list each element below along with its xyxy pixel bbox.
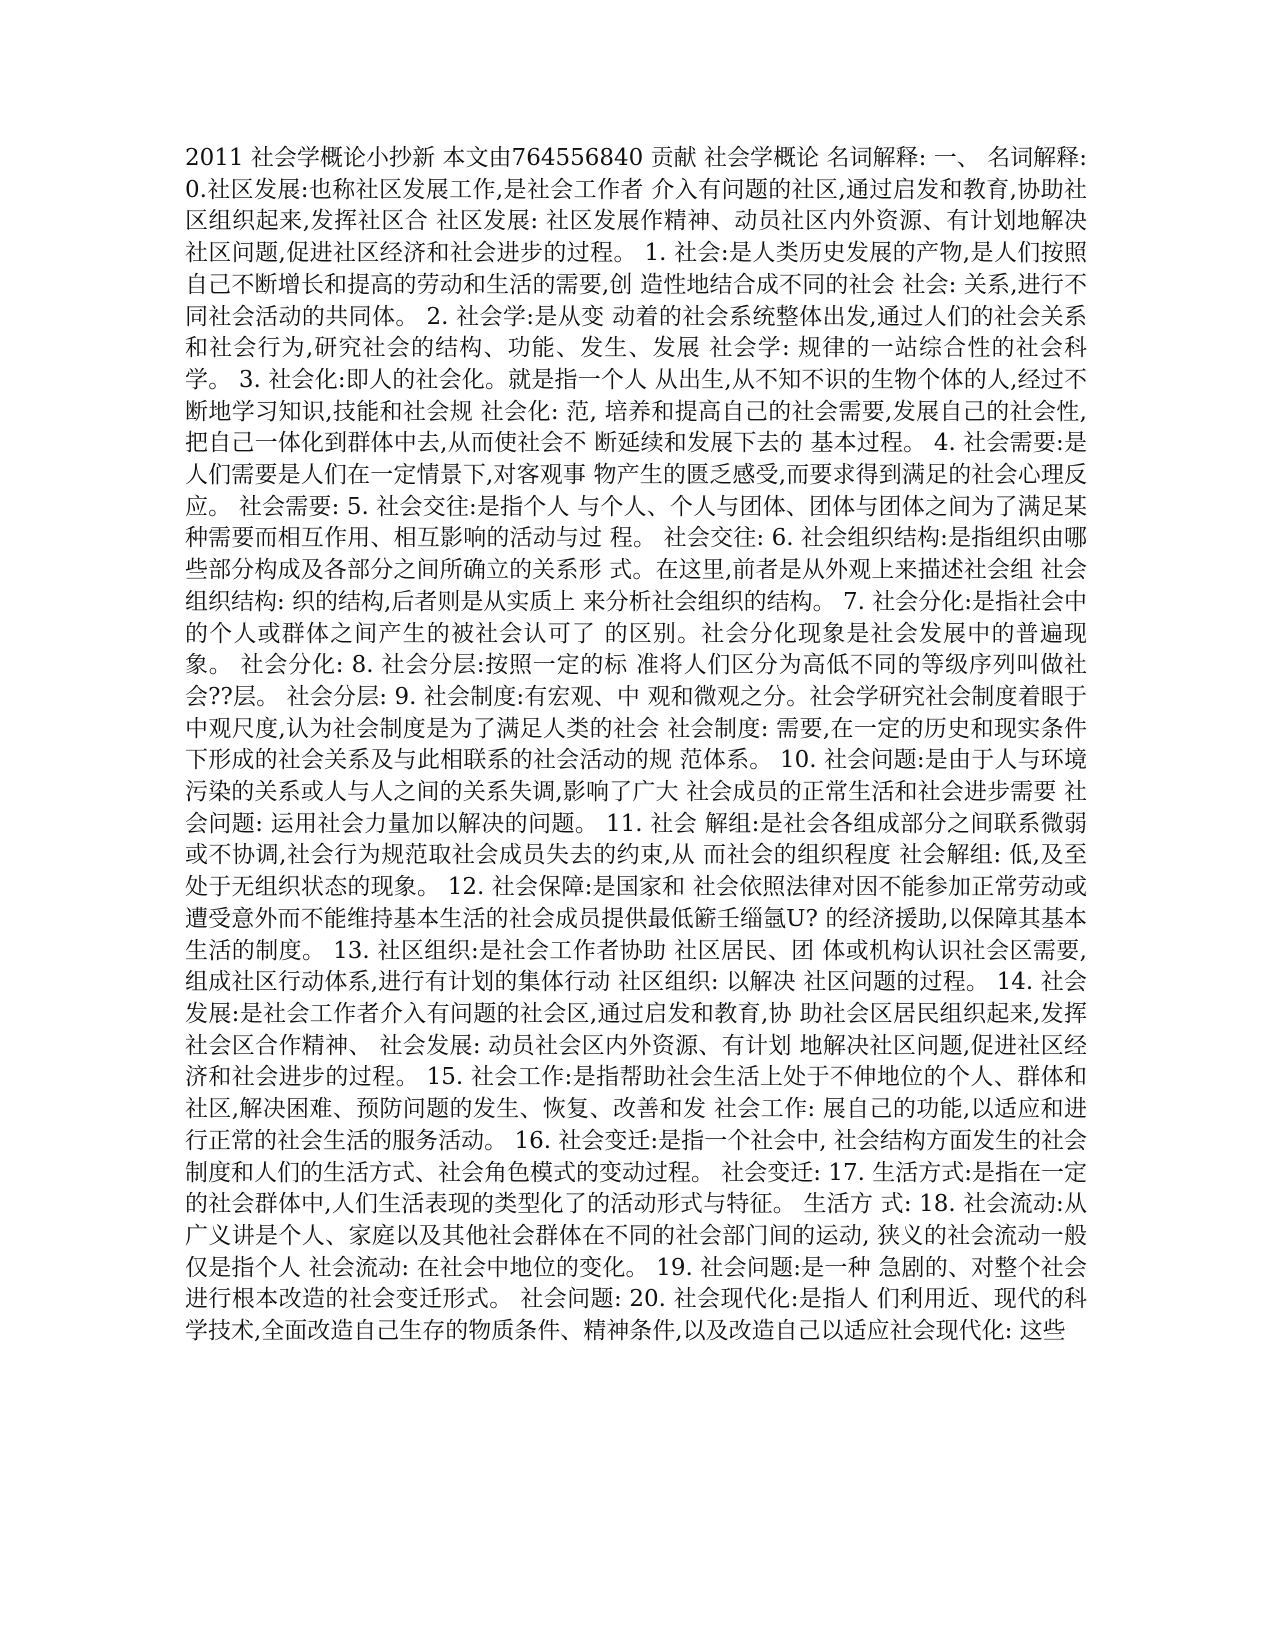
body-text: 2011 社会学概论小抄新 本文由764556840 贡献 社会学概论 名词解释: 一、 名词解释: 0.社区发展:也称社区发展工作,是社会工作者 介入有问题的社区,通过启发和教育,协助社区组织起来,发挥社区合 社区发展: 社区发展作精神、动员社区内外资源、有计划地解决社区问题,促进社区经济和社会进步的过程。 1. 社会:是人类历史发展的产物,是人们按照自己不断增长和提高的劳动和生活的需要,创 造性地结合成不同的社会 社会: 关系,进行不同社会活动的共同体。 2. 社会学:是从变 动着的社会系统整体出发,通过人们的社会关系和社会行为,研究社会的结构、功能、发生、发展 社会学: 规律的一站综合性的社会科学。 3. 社会化:即人的社会化。就是指一个人 从出生,从不知不识的生物个体的人,经过不断地学习知识,技能和社会规 社会化: 范, 培养和提高自己的社会需要,发展自己的社会性,把自己一体化到群体中去,从而使社会不 断延续和发展下去的 基本过程。 4. 社会需要:是人们需要是人们在一定情景下,对客观事 物产生的匮乏感受,而要求得到满足的社会心理反应。 社会需要: 5. 社会交往:是指个人 与个人、个人与团体、团体与团体之间为了满足某种需要而相互作用、相互影响的活动与过 程。 社会交往: 6. 社会组织结构:是指组织由哪些部分构成及各部分之间所确立的关系形 式。在这里,前者是从外观上来描述社会组 社会组织结构: 织的结构,后者则是从实质上 来分析社会组织的结构。 7. 社会分化:是指社会中的个人或群体之间产生的被社会认可了 的区别。社会分化现象是社会发展中的普遍现象。 社会分化: 8. 社会分层:按照一定的标 准将人们区分为高低不同的等级序列叫做社会??层。 社会分层: 9. 社会制度:有宏观、中 观和微观之分。社会学研究社会制度着眼于中观尺度,认为社会制度是为了满足人类的社会 社会制度: 需要,在一定的历史和现实条件下形成的社会关系及与此相联系的社会活动的规 范体系。 10. 社会问题:是由于人与环境污染的关系或人与人之间的关系失调,影响了广大 社会成员的正常生活和社会进步需要 社会问题: 运用社会力量加以解决的问题。 11. 社会 解组:是社会各组成部分之间联系微弱或不协调,社会行为规范取社会成员失去的约束,从 而社会的组织程度 社会解组: 低,及至处于无组织状态的现象。 12. 社会保障:是国家和 社会依照法律对因不能参加正常劳动或遭受意外而不能维持基本生活的社会成员提供最低簖壬缁氬U? 的经济援助,以保障其基本生活的制度。 13. 社区组织:是社会工作者协助 社区居民、团 体或机构认识社会区需要,组成社区行动体系,进行有计划的集体行动 社区组织: 以解决 社区问题的过程。 14. 社会发展:是社会工作者介入有问题的社会区,通过启发和教育,协 助社会区居民组织起来,发挥社会区合作精神、 社会发展: 动员社会区内外资源、有计划 地解决社区问题,促进社区经济和社会进步的过程。 15. 社会工作:是指帮助社会生活上处于不伸地位的个人、群体和社区,解决困难、预防问题的发生、恢复、改善和发 社会工作: 展自己的功能,以适应和进行正常的社会生活的服务活动。 16. 社会变迁:是指一个社会中, 社会结构方面发生的社会制度和人们的生活方式、社会角色模式的变动过程。 社会变迁: 17. 生活方式:是指在一定的社会群体中,人们生活表现的类型化了的活动形式与特征。 生活方 式: 18. 社会流动:从广义讲是个人、家庭以及其他社会群体在不同的社会部门间的运动, 狭义的社会流动一般仅是指个人 社会流动: 在社会中地位的变化。 19. 社会问题:是一种 急剧的、对整个社会进行根本改造的社会变迁形式。 社会问题: 20. 社会现代化:是指人 们利用近、现代的科学技术,全面改造自己生存的物质条件、精神条件,以及改造自己以适应社会现代化: 这些 — [185, 145, 1088, 1345]
